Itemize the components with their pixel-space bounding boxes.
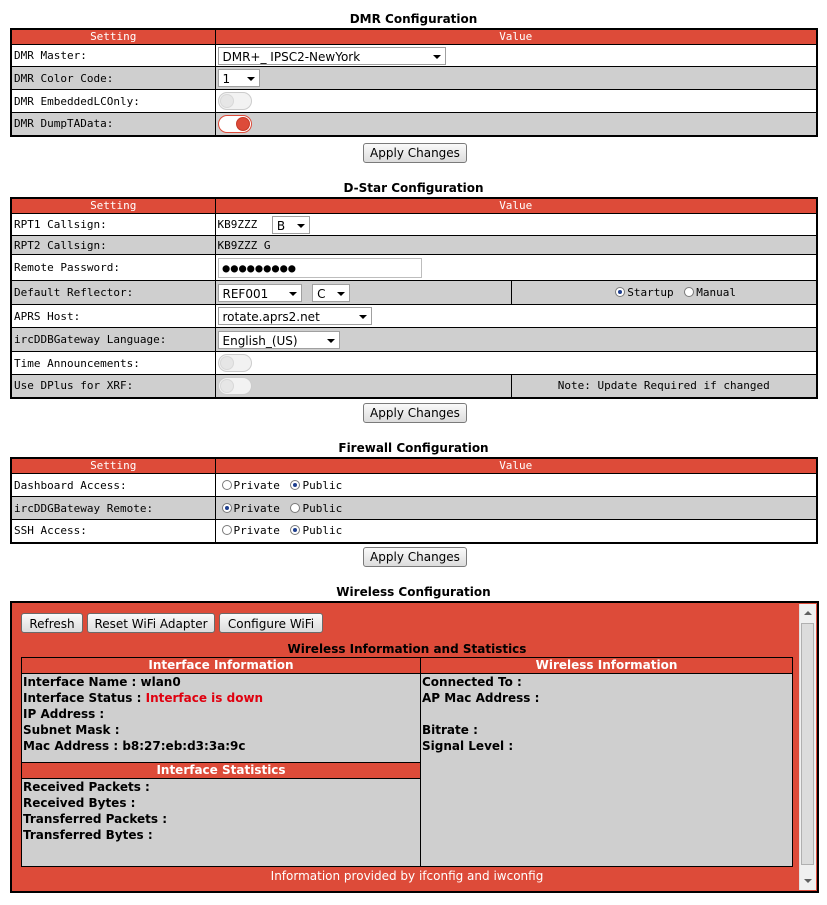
password-label: Remote Password: xyxy=(11,255,215,281)
scroll-thumb[interactable] xyxy=(801,623,814,865)
public-label: Public xyxy=(302,478,343,492)
setting-header: Setting xyxy=(11,458,215,474)
rpt1-module-value: B xyxy=(276,218,286,233)
toggle-knob xyxy=(220,94,234,108)
interface-status-label: Interface Status : xyxy=(23,691,142,705)
refresh-button[interactable]: Refresh xyxy=(21,613,83,633)
rpt1-module-select[interactable] xyxy=(272,216,310,234)
chevron-down-icon xyxy=(433,55,441,59)
mac-address-value: b8:27:eb:d3:3a:9c xyxy=(122,739,246,753)
startup-radio[interactable] xyxy=(615,287,625,297)
toggle-knob xyxy=(236,117,250,131)
language-select[interactable] xyxy=(218,331,340,349)
dplus-note: Note: Update Required if changed xyxy=(511,375,817,398)
tx-bytes-label: Transferred Bytes : xyxy=(23,828,153,842)
private-label: Private xyxy=(233,501,280,515)
chevron-down-icon xyxy=(327,339,335,343)
dmr-embedded-label: DMR EmbeddedLCOnly: xyxy=(11,90,215,113)
spacer-line xyxy=(421,706,792,722)
interface-stats-header: Interface Statistics xyxy=(22,762,420,779)
dmr-dumpta-label: DMR DumpTAData: xyxy=(11,113,215,136)
chevron-down-icon xyxy=(297,224,305,228)
ssh-public-radio[interactable] xyxy=(290,525,300,535)
ircddb-remote-label: ircDDGBateway Remote: xyxy=(11,497,215,520)
wireless-column xyxy=(421,658,792,866)
reflector-value: REF001 xyxy=(222,286,269,301)
dstar-config-table xyxy=(10,197,818,399)
ircddb-private-radio[interactable] xyxy=(222,503,232,513)
aprs-host-value: rotate.aprs2.net xyxy=(222,310,320,324)
time-announcements-label: Time Announcements: xyxy=(11,352,215,375)
value-header: Value xyxy=(215,29,817,45)
dashboard-public-radio[interactable] xyxy=(290,480,300,490)
tx-packets-label: Transferred Packets : xyxy=(23,812,168,826)
toggle-knob xyxy=(220,379,234,393)
ircddb-public-radio[interactable] xyxy=(290,503,300,513)
value-header: Value xyxy=(215,198,817,214)
chevron-down-icon xyxy=(337,292,345,296)
firewall-apply-button[interactable]: Apply Changes xyxy=(363,547,467,567)
mac-address-label: Mac Address : xyxy=(23,739,119,753)
rpt2-value: KB9ZZZ G xyxy=(215,236,817,255)
chevron-down-icon xyxy=(247,77,255,81)
interface-column xyxy=(22,658,421,866)
subnet-mask-label: Subnet Mask : xyxy=(23,723,120,737)
setting-header: Setting xyxy=(11,29,215,45)
dmr-master-select[interactable] xyxy=(218,47,446,65)
dplus-label: Use DPlus for XRF: xyxy=(11,375,215,398)
interface-info-header: Interface Information xyxy=(22,658,420,674)
wireless-section-title: Wireless Configuration xyxy=(336,585,491,599)
reflector-select[interactable] xyxy=(218,284,302,302)
dstar-apply-button[interactable]: Apply Changes xyxy=(363,403,467,423)
bitrate-label: Bitrate : xyxy=(422,723,478,737)
interface-status-row xyxy=(22,690,420,706)
value-header: Value xyxy=(215,458,817,474)
toggle-knob xyxy=(220,356,234,370)
wireless-footer: Information provided by ifconfig and iwconfig xyxy=(270,869,544,883)
connected-to-label: Connected To : xyxy=(422,675,522,689)
reflector-module-select[interactable] xyxy=(312,284,350,302)
interface-name-value: wlan0 xyxy=(140,675,181,689)
mac-address-row xyxy=(22,738,420,754)
chevron-down-icon xyxy=(289,292,297,296)
firewall-section-title: Firewall Configuration xyxy=(338,441,489,455)
aprs-host-select[interactable] xyxy=(218,307,372,325)
rx-packets-label: Received Packets : xyxy=(23,780,150,794)
wireless-scrollbar[interactable] xyxy=(799,604,816,890)
wireless-info-header: Wireless Information xyxy=(421,658,792,674)
manual-radio[interactable] xyxy=(684,287,694,297)
rx-bytes-label: Received Bytes : xyxy=(23,796,136,810)
reset-wifi-button[interactable]: Reset WiFi Adapter xyxy=(87,613,215,633)
dashboard-private-radio[interactable] xyxy=(222,480,232,490)
dmr-embedded-toggle[interactable] xyxy=(218,92,252,110)
reflector-module-value: C xyxy=(317,286,326,301)
dmr-color-code-label: DMR Color Code: xyxy=(11,67,215,90)
rpt2-label: RPT2 Callsign: xyxy=(11,236,215,255)
wireless-info-title: Wireless Information and Statistics xyxy=(287,642,527,656)
setting-header: Setting xyxy=(11,198,215,214)
public-label: Public xyxy=(302,501,343,515)
wireless-info-table xyxy=(21,657,793,867)
private-label: Private xyxy=(233,478,280,492)
private-label: Private xyxy=(233,524,280,538)
rpt1-label: RPT1 Callsign: xyxy=(11,214,215,236)
language-value: English_(US) xyxy=(222,333,298,348)
manual-label: Manual xyxy=(696,286,736,299)
remote-password-input[interactable]: ●●●●●●●●● xyxy=(218,258,422,278)
dashboard-access-label: Dashboard Access: xyxy=(11,474,215,497)
scroll-down-icon[interactable] xyxy=(804,879,812,883)
dmr-master-label: DMR Master: xyxy=(11,45,215,67)
interface-name-row xyxy=(22,674,420,690)
public-label: Public xyxy=(302,524,343,538)
dplus-toggle[interactable] xyxy=(218,377,252,395)
rpt1-callsign: KB9ZZZ xyxy=(217,217,258,231)
ssh-access-label: SSH Access: xyxy=(11,520,215,543)
dmr-color-code-select[interactable] xyxy=(218,69,260,87)
dmr-dumpta-toggle[interactable] xyxy=(218,115,252,133)
ap-mac-label: AP Mac Address : xyxy=(422,691,540,705)
signal-level-label: Signal Level : xyxy=(422,739,514,753)
ssh-private-radio[interactable] xyxy=(222,525,232,535)
language-label: ircDDBGateway Language: xyxy=(11,328,215,352)
interface-name-label: Interface Name : xyxy=(23,675,137,689)
chevron-down-icon xyxy=(359,315,367,319)
aprs-label: APRS Host: xyxy=(11,305,215,328)
configure-wifi-button[interactable]: Configure WiFi xyxy=(219,613,323,633)
reflector-label: Default Reflector: xyxy=(11,281,215,305)
dmr-section-title: DMR Configuration xyxy=(349,12,478,26)
startup-label: Startup xyxy=(627,286,674,299)
dstar-section-title: D-Star Configuration xyxy=(343,181,484,195)
dmr-config-table xyxy=(10,28,818,137)
ip-address-label: IP Address : xyxy=(23,707,105,721)
scroll-up-icon[interactable] xyxy=(804,611,812,615)
interface-status-value: Interface is down xyxy=(145,691,264,705)
dmr-master-value: DMR+_ IPSC2-NewYork xyxy=(222,49,361,64)
firewall-config-table xyxy=(10,457,818,544)
time-announcements-toggle[interactable] xyxy=(218,354,252,372)
dmr-apply-button[interactable]: Apply Changes xyxy=(363,143,467,163)
dmr-color-code-value: 1 xyxy=(222,72,231,86)
wireless-panel xyxy=(10,601,819,893)
